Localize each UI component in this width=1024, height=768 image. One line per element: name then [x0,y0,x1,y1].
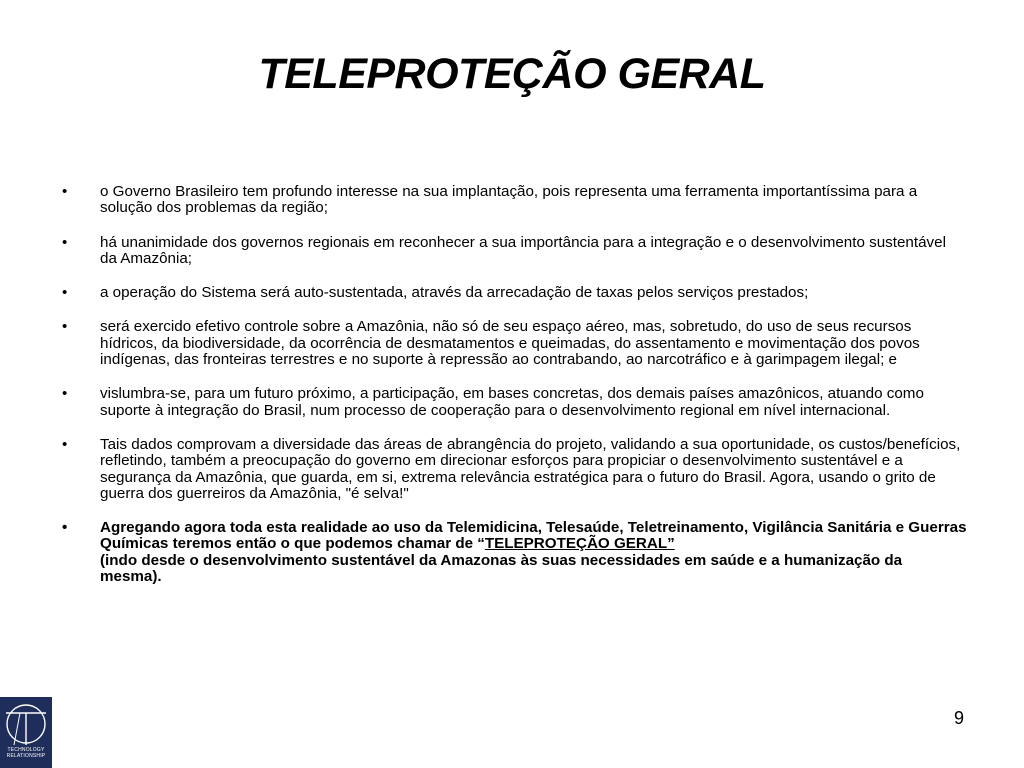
bullet-item [62,184,967,217]
bullet-text: vislumbra-se, para um futuro próximo, a participação, em bases concretas, dos demais países amazônicos, atuando como suporte à integração do Brasil, num processo de cooperação para o desenvolvimento regional em nível internacional. [100,385,924,419]
bullet-text: será exercido efetivo controle sobre a Amazônia, não só de seu espaço aéreo, mas, sobretudo, do uso de seus recursos hídricos, da biodiversidade, da ocorrência de desmatamentos e queimadas, do assentamento e movimentação dos povos indígenas, das fronteiras terrestres e no suporte à repressão ao contrabando, ao narcotráfico e à garimpagem ilegal; e [100,318,920,369]
bullet-item [62,386,967,419]
bullet-item [62,319,967,368]
bullet-text: o Governo Brasileiro tem profundo interesse na sua implantação, pois representa uma ferramenta importantíssima para a solução dos problemas da região; [100,183,918,217]
bullet-item [62,285,967,301]
final-text-after: (indo desde o desenvolvimento sustentável da Amazonas às suas necessidades em saúde e a humanização da mesma). [100,551,903,586]
bullet-text: Tais dados comprovam a diversidade das áreas de abrangência do projeto, validando a sua oportunidade, os custos/benefícios, refletindo, também a preocupação do governo em direcionar esforços para propiciar o desenvolvimento sustentável e a segurança da Amazônia, que guarda, em si, extrema relevância estratégica para o futuro do Brasil. Agora, usando o grito de guerra dos guerreiros da Amazônia, "é selva!" [100,435,961,502]
bullet-dot: • [62,385,68,403]
bullet-dot: • [62,318,68,336]
bullet-item [62,235,967,268]
logo-text-line2: RELATIONSHIP [6,753,46,759]
bullet-list [62,184,967,603]
bullet-dot: • [62,519,68,537]
logo-text [1,747,51,759]
logo-mark-icon [0,697,52,747]
page-number: 9 [953,708,964,728]
logo-text-line1: TECHNOLOGY [7,747,45,753]
bullet-dot: • [62,233,68,251]
bullet-item-final [62,520,967,585]
bullet-dot: • [62,284,68,302]
company-logo [0,697,52,768]
final-text-underlined: TELEPROTEÇÃO GERAL” [484,535,675,553]
slide-title: TELEPROTEÇÃO GERAL [258,50,766,98]
bullet-dot: • [62,183,68,200]
bullet-dot: • [62,435,68,453]
bullet-item [62,437,967,502]
bullet-text-final [100,519,967,585]
bullet-text: a operação do Sistema será auto-sustentada, através da arrecadação de taxas pelos serviços prestados; [100,284,809,302]
bullet-text: há unanimidade dos governos regionais em reconhecer a sua importância para a integração e o desenvolvimento sustentável da Amazônia; [100,233,946,267]
final-text-before: Agregando agora toda esta realidade ao uso da Telemidicina, Telesaúde, Teletreinamento, Vigilância Sanitária e Guerras Químicas teremos então o que podemos chamar de “ [100,519,967,553]
